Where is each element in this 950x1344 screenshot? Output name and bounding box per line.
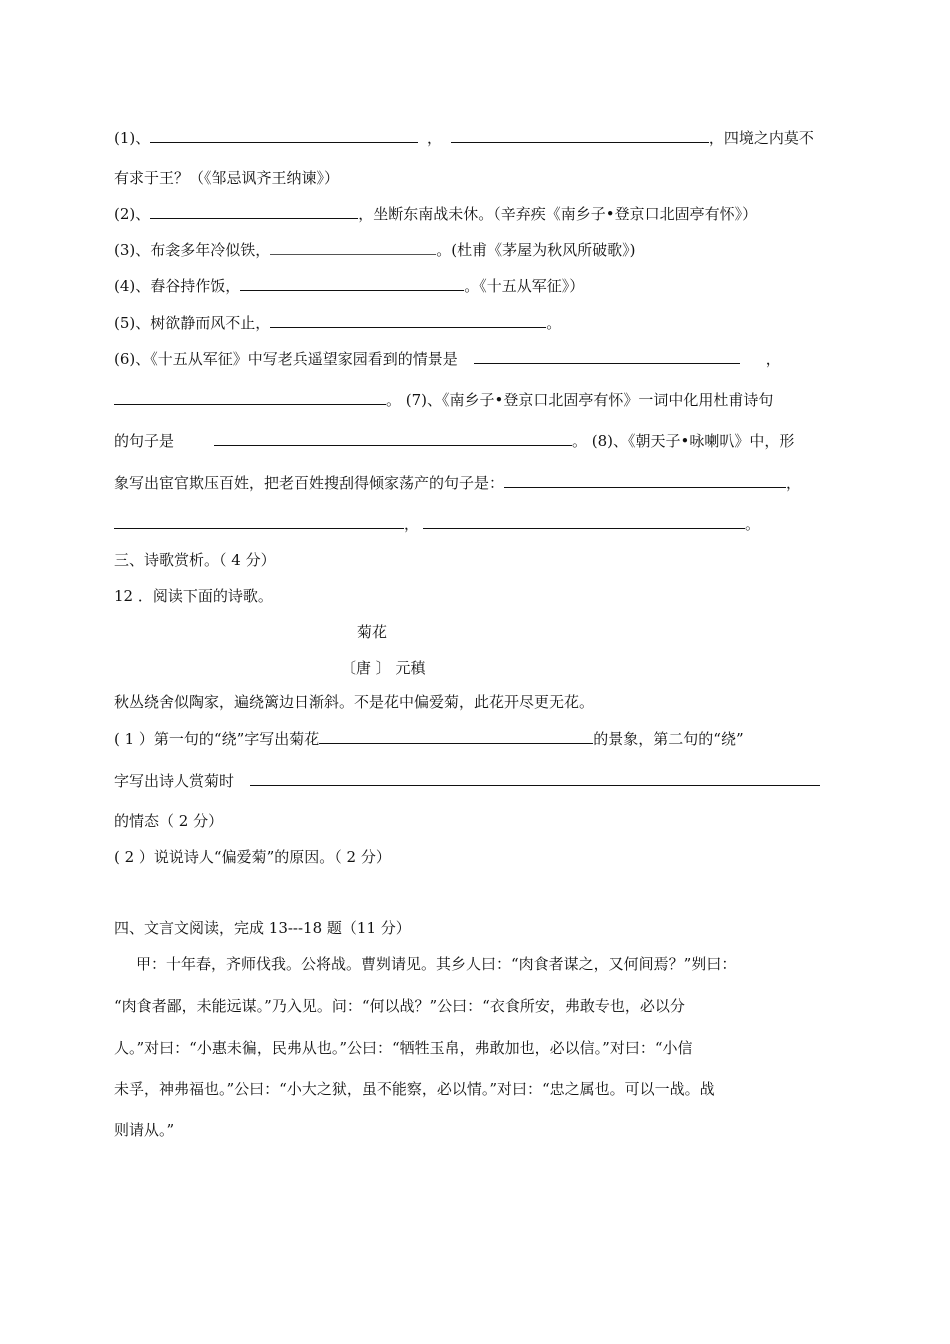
item-8-blank-3[interactable] [423,514,745,529]
passage-line-4: 未孚，神弗福也。”公曰：“小大之狱，虽不能察，必以情。”对曰：“忠之属也。可以一战。战 [114,1080,715,1098]
item-8-comma-2: ， [404,515,420,533]
item-1-comma: ， [427,129,443,147]
item-6-comma: ， [765,350,781,368]
item-3-suffix: 。(杜甫《茅屋为秋风所破歌》) [436,241,636,259]
item-8-line-1 [114,473,801,493]
item-1-line-1 [114,128,814,148]
item-1-suffix: ，四境之内莫不 [708,129,814,147]
item-6-blank[interactable] [474,349,740,364]
passage-line-1: 甲：十年春，齐师伐我。公将战。曹刿请见。其乡人曰：“肉食者谋之，又何间焉？”刿曰： [136,955,737,973]
sub-question-2: ( 2 ）说说诗人“偏爱菊”的原因。（ 2 分） [114,848,391,866]
item-5-suffix: 。 [546,314,562,332]
sub-question-1 [114,729,744,749]
item-6-blank-2[interactable] [114,390,386,405]
item-6 [114,349,781,369]
item-4-prefix: (4)、舂谷持作饭， [114,277,241,295]
item-4 [114,276,584,296]
sub-question-1-line-2 [114,771,820,791]
sub-1-blank-2[interactable] [250,771,820,786]
poem-text: 秋丛绕舍似陶家，遍绕篱边日渐斜。不是花中偏爱菊，此花开尽更无花。 [114,693,595,711]
item-7-line-2 [114,431,794,451]
section-3-heading: 三、诗歌赏析。（ 4 分） [114,551,276,569]
item-8-blank-2[interactable] [114,514,404,529]
question-12: 12 ．阅读下面的诗歌。 [114,587,273,605]
item-8-blank-1[interactable] [504,473,786,488]
poem-title: 菊花 [357,623,388,641]
item-8-end: 。 [745,515,761,533]
section-4-heading: 四、文言文阅读，完成 13---18 题（11 分） [114,919,411,937]
item-8-comma-1: ， [786,474,802,492]
item-7-line2-prefix: 的句子是 [114,432,175,450]
item-4-blank[interactable] [240,276,464,291]
item-7-line2-suffix: 。 (8)、《朝天子•咏喇叭》中，形 [572,432,795,450]
item-3-blank[interactable] [270,240,436,255]
item-1-blank-1[interactable] [150,128,418,143]
item-2-blank[interactable] [150,204,358,219]
item-1-prefix: (1)、 [114,129,151,147]
item-1-blank-2[interactable] [451,128,709,143]
poem-author: 〔唐 〕 元稹 [341,659,426,677]
item-8-text: 象写出宦官欺压百姓，把老百姓搜刮得倾家荡产的句子是： [114,474,505,492]
sub-1-blank-1[interactable] [319,729,593,744]
sub-1-prefix: ( 1 ）第一句的“绕”字写出菊花 [114,730,320,748]
item-3 [114,240,635,260]
sub-1-suffix: 的景象，第二句的“绕” [593,730,744,748]
item-2 [114,204,757,224]
sub-question-1-line-3: 的情态（ 2 分） [114,812,224,830]
sub-1-line2: 字写出诗人赏菊时 [114,772,235,790]
item-2-suffix: ，坐断东南战未休。（辛弃疾《南乡子•登京口北固亭有怀》） [358,205,758,223]
item-3-prefix: (3)、布衾多年冷似铁， [114,241,271,259]
item-5 [114,313,561,333]
passage-line-5: 则请从。” [114,1121,175,1139]
item-7-prefix: 。 (7)、《南乡子•登京口北固亭有怀》一词中化用杜甫诗句 [386,391,774,409]
item-5-prefix: (5)、树欲静而风不止， [114,314,271,332]
item-7-line-1 [114,390,773,410]
passage-line-3: 人。”对曰：“小惠未徧，民弗从也。”公曰：“牺牲玉帛，弗敢加也，必以信。”对曰：“小信 [114,1039,693,1057]
item-2-prefix: (2)、 [114,205,151,223]
passage-line-2: “肉食者鄙，未能远谋。”乃入见。问：“何以战？”公曰：“衣食所安，弗敢专也，必以分 [114,997,685,1015]
item-1-line-2: 有求于王？（《邹忌讽齐王纳谏》） [114,169,340,187]
item-6-prefix: (6)、《十五从军征》中写老兵遥望家园看到的情景是 [114,350,458,368]
item-4-suffix: 。《十五从军征》） [464,277,585,295]
item-5-blank[interactable] [270,313,546,328]
item-7-blank[interactable] [214,431,572,446]
item-8-line-2 [114,514,760,534]
